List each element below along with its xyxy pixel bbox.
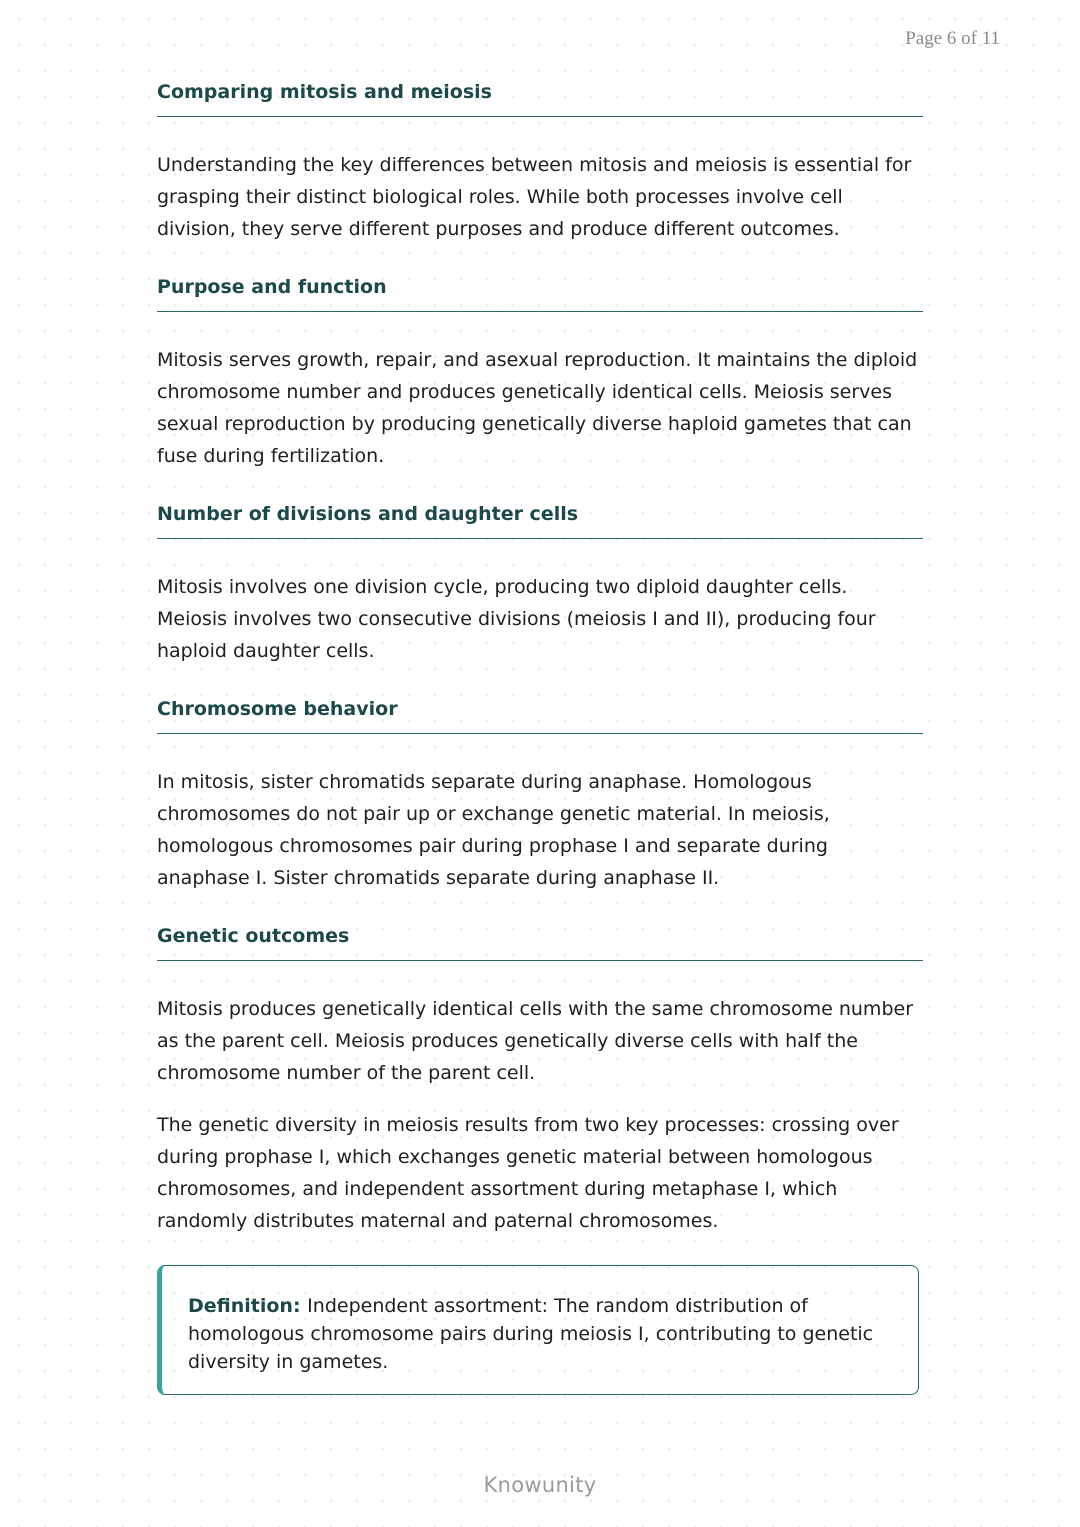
section-purpose <box>157 273 923 500</box>
footer-brand: Knowunity <box>483 1473 597 1497</box>
definition-text: Independent assortment: The random distribution of homologous chromosome pairs during meiosis I, contributing to genetic diversity in gametes. <box>188 1295 874 1373</box>
paragraph: In mitosis, sister chromatids separate during anaphase. Homologous chromosomes do not pair up or exchange genetic material. In meiosis, homologous chromosomes pair during prophase I and separate during anaphase I. Sister chromatids separate during anaphase II. <box>157 771 830 889</box>
section-heading: Comparing mitosis and meiosis <box>157 81 492 103</box>
paragraph: Understanding the key differences between mitosis and meiosis is essential for grasping their distinct biological roles. While both processes involve cell division, they serve different purposes and produce different outcomes. <box>157 154 912 240</box>
document-body <box>157 78 923 1237</box>
definition-callout <box>157 1265 919 1395</box>
paragraph: Mitosis produces genetically identical cells with the same chromosome number as the parent cell. Meiosis produces genetically diverse cells with half the chromosome number of the parent cell. <box>157 998 914 1084</box>
heading-divider <box>157 311 923 312</box>
section-genetic-outcomes <box>157 922 923 1237</box>
section-comparing <box>157 78 923 273</box>
heading-divider <box>157 733 923 734</box>
paragraph: The genetic diversity in meiosis results from two key processes: crossing over during prophase I, which exchanges genetic material between homologous chromosomes, and independent assortment during metaphase I, which randomly distributes maternal and paternal chromosomes. <box>157 1114 899 1232</box>
section-heading: Number of divisions and daughter cells <box>157 503 579 525</box>
heading-divider <box>157 538 923 539</box>
section-heading: Chromosome behavior <box>157 698 398 720</box>
paragraph: Mitosis serves growth, repair, and asexual reproduction. It maintains the diploid chromosome number and produces genetically identical cells. Meiosis serves sexual reproduction by producing genetically diverse haploid gametes that can fuse during fertilization. <box>157 349 918 467</box>
paragraph: Mitosis involves one division cycle, producing two diploid daughter cells. Meiosis involves two consecutive divisions (meiosis I and II), producing four haploid daughter cells. <box>157 576 876 662</box>
section-divisions <box>157 500 923 695</box>
section-heading: Purpose and function <box>157 276 387 298</box>
definition-label: Definition: <box>188 1295 308 1317</box>
page-number: Page 6 of 11 <box>905 28 1000 49</box>
section-chromosome-behavior <box>157 695 923 922</box>
section-heading: Genetic outcomes <box>157 925 350 947</box>
heading-divider <box>157 116 923 117</box>
heading-divider <box>157 960 923 961</box>
